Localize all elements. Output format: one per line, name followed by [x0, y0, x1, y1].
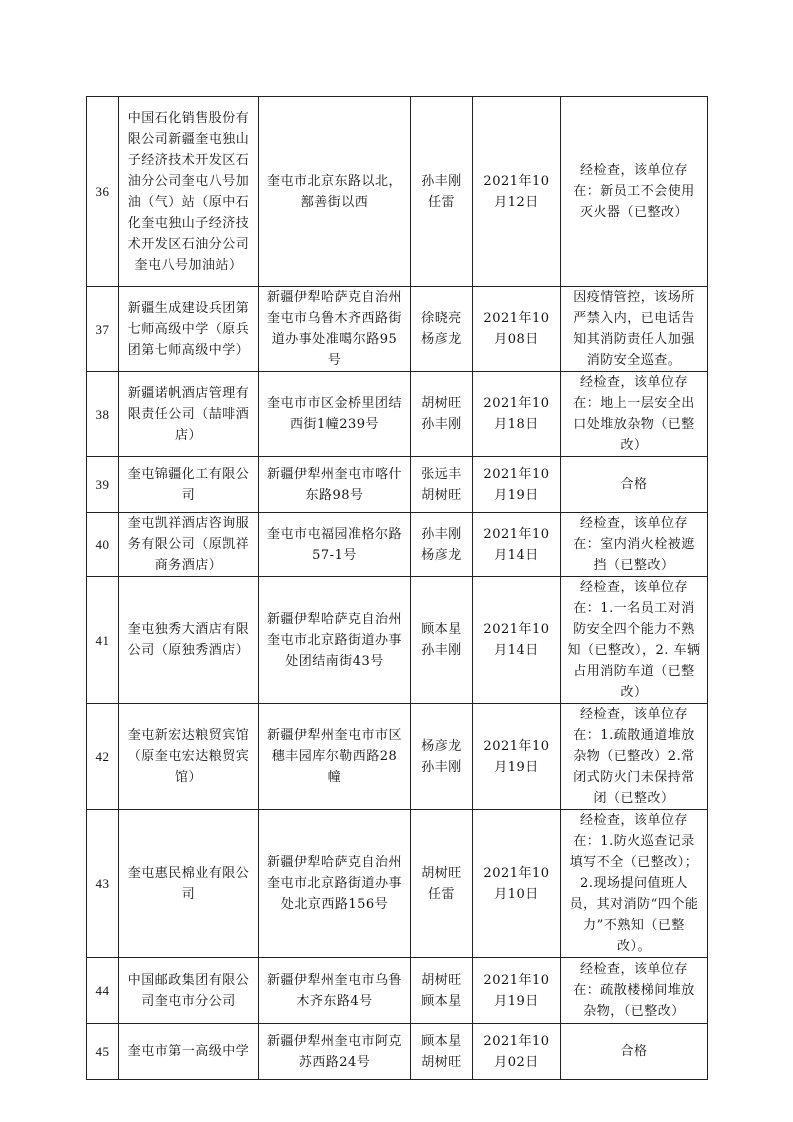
unit-address: 新疆伊犁哈萨克自治州奎屯市北京路街道办事处北京西路156号 [259, 810, 411, 958]
row-number: 42 [87, 704, 119, 810]
table-row [87, 97, 708, 287]
unit-name: 奎屯凯祥酒店咨询服务有限公司（原凯祥商务酒店） [119, 513, 259, 577]
table-row [87, 1024, 708, 1080]
unit-address: 新疆伊犁州奎屯市市区穗丰园库尔勒西路28幢 [259, 704, 411, 810]
inspection-result: 经检查，该单位存在：1.疏散通道堆放杂物（已整改）2.常闭式防火门未保持常闭（已整改） [561, 704, 708, 810]
unit-address: 奎屯市市区金桥里团结西街1幢239号 [259, 372, 411, 457]
inspection-date: 2021年10月14日 [473, 577, 561, 704]
inspectors: 胡树旺顾本星 [411, 958, 473, 1024]
inspection-result: 经检查，该单位存在：1.一名员工对消防安全四个能力不熟知（已整改），2. 车辆占用消防车道（已整改） [561, 577, 708, 704]
unit-name: 奎屯新宏达粮贸宾馆（原奎屯宏达粮贸宾馆） [119, 704, 259, 810]
inspectors: 胡树旺任雷 [411, 810, 473, 958]
inspection-date: 2021年10月19日 [473, 958, 561, 1024]
unit-address: 奎屯市北京东路以北，鄯善街以西 [259, 97, 411, 287]
inspectors: 顾本星胡树旺 [411, 1024, 473, 1080]
inspectors: 杨彦龙孙丰刚 [411, 704, 473, 810]
table-row [87, 577, 708, 704]
unit-name: 新疆生成建设兵团第七师高级中学（原兵团第七师高级中学） [119, 287, 259, 372]
unit-address: 新疆伊犁州奎屯市阿克苏西路24号 [259, 1024, 411, 1080]
table-row [87, 958, 708, 1024]
unit-address: 新疆伊犁州奎屯市喀什东路98号 [259, 457, 411, 513]
table-row [87, 810, 708, 958]
row-number: 41 [87, 577, 119, 704]
inspectors: 孙丰刚任雷 [411, 97, 473, 287]
inspectors: 孙丰刚杨彦龙 [411, 513, 473, 577]
row-number: 44 [87, 958, 119, 1024]
inspection-date: 2021年10月19日 [473, 457, 561, 513]
inspection-date: 2021年10月12日 [473, 97, 561, 287]
inspection-result: 经检查，该单位存在：新员工不会使用灭火器（已整改） [561, 97, 708, 287]
unit-name: 奎屯惠民棉业有限公司 [119, 810, 259, 958]
table-row [87, 704, 708, 810]
inspection-date: 2021年10月18日 [473, 372, 561, 457]
table-row [87, 513, 708, 577]
inspectors: 顾本星孙丰刚 [411, 577, 473, 704]
inspection-date: 2021年10月08日 [473, 287, 561, 372]
inspection-result: 经检查，该单位存在：室内消火栓被遮挡（已整改） [561, 513, 708, 577]
inspection-date: 2021年10月10日 [473, 810, 561, 958]
unit-address: 新疆伊犁哈萨克自治州奎屯市乌鲁木齐西路街道办事处准噶尔路95号 [259, 287, 411, 372]
unit-name: 奎屯锦疆化工有限公司 [119, 457, 259, 513]
inspection-result: 经检查，该单位存在：疏散楼梯间堆放杂物，（已整改） [561, 958, 708, 1024]
unit-address: 奎屯市屯福园准格尔路57-1号 [259, 513, 411, 577]
table-row [87, 372, 708, 457]
unit-address: 新疆伊犁州奎屯市乌鲁木齐东路4号 [259, 958, 411, 1024]
inspection-result: 合格 [561, 1024, 708, 1080]
unit-name: 中国邮政集团有限公司奎屯市分公司 [119, 958, 259, 1024]
inspection-date: 2021年10月02日 [473, 1024, 561, 1080]
inspectors: 胡树旺孙丰刚 [411, 372, 473, 457]
unit-name: 奎屯独秀大酒店有限公司（原独秀酒店） [119, 577, 259, 704]
row-number: 37 [87, 287, 119, 372]
inspection-result: 因疫情管控，该场所严禁入内，已电话告知其消防责任人加强消防安全巡查。 [561, 287, 708, 372]
row-number: 43 [87, 810, 119, 958]
table-row [87, 457, 708, 513]
inspection-result: 经检查，该单位存在：地上一层安全出口处堆放杂物（已整改） [561, 372, 708, 457]
row-number: 39 [87, 457, 119, 513]
inspection-date: 2021年10月14日 [473, 513, 561, 577]
inspection-result: 合格 [561, 457, 708, 513]
row-number: 36 [87, 97, 119, 287]
inspection-date: 2021年10月19日 [473, 704, 561, 810]
row-number: 38 [87, 372, 119, 457]
row-number: 40 [87, 513, 119, 577]
unit-name: 新疆诺帆酒店管理有限责任公司（喆啡酒店） [119, 372, 259, 457]
table-row [87, 287, 708, 372]
inspectors: 徐晓亮杨彦龙 [411, 287, 473, 372]
inspection-result: 经检查，该单位存在：1.防火巡查记录填写不全（已整改）；2.现场提问值班人员，其对消防“四个能力”不熟知（已整改）。 [561, 810, 708, 958]
inspection-table [86, 96, 708, 1080]
unit-name: 中国石化销售股份有限公司新疆奎屯独山子经济技术开发区石油分公司奎屯八号加油（气）站（原中石化奎屯独山子经济技术开发区石油分公司奎屯八号加油站） [119, 97, 259, 287]
unit-name: 奎屯市第一高级中学 [119, 1024, 259, 1080]
row-number: 45 [87, 1024, 119, 1080]
inspectors: 张远丰胡树旺 [411, 457, 473, 513]
unit-address: 新疆伊犁哈萨克自治州奎屯市北京路街道办事处团结南街43号 [259, 577, 411, 704]
